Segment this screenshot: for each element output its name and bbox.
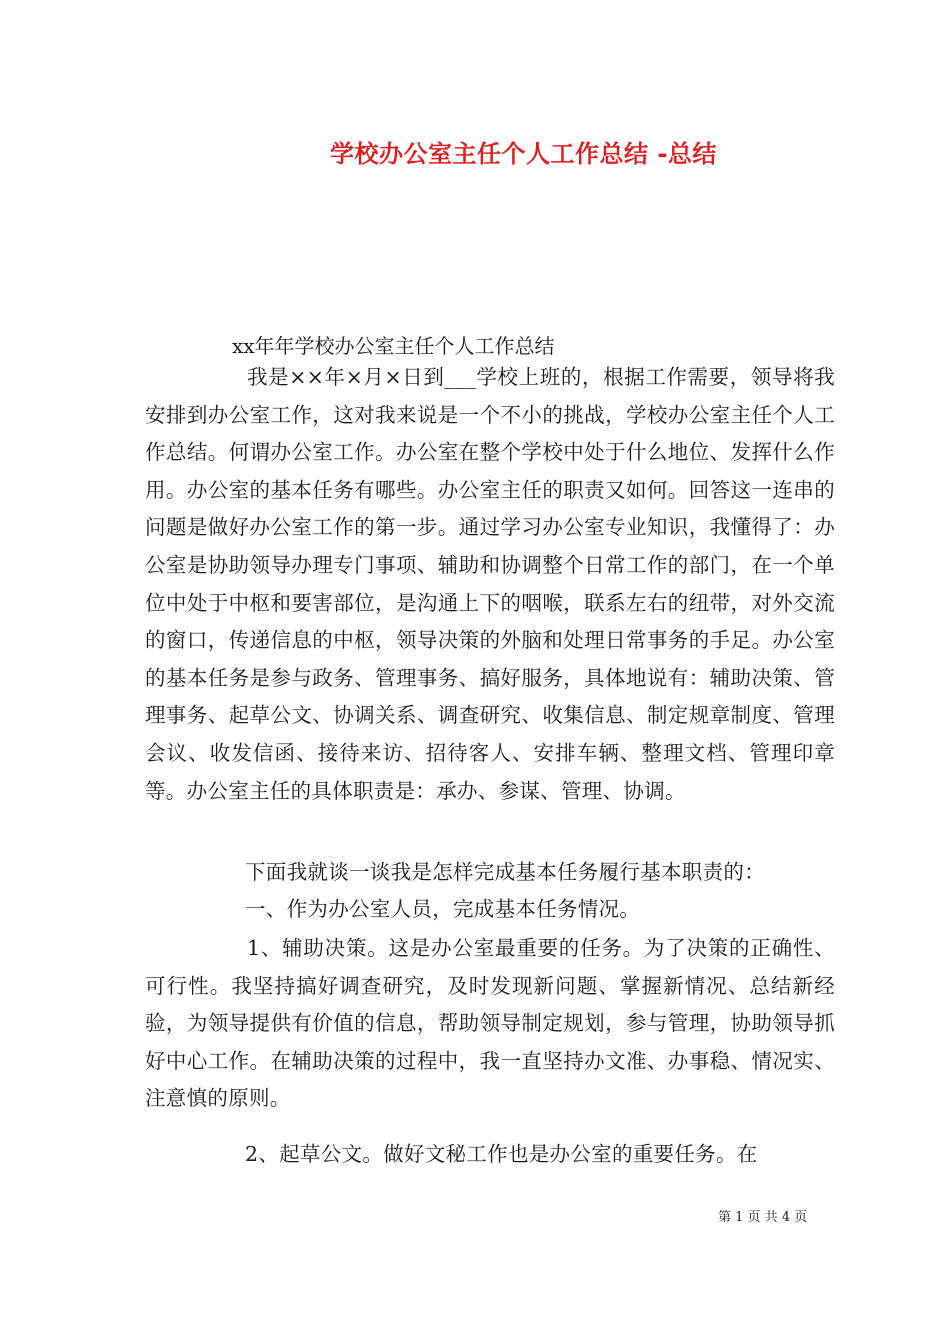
document-title: 学校办公室主任个人工作总结 -总结 [330, 140, 717, 168]
paragraph-intro: 我是××年×月×日到___学校上班的，根据工作需要，领导将我安排到办公室工作，这对我来说是一个不小的挑战，学校办公室主任个人工作总结。何谓办公室工作。办公室在整个学校中处于什么地位、发挥什么作用。办公室的基本任务有哪些。办公室主任的职责又如何。回答这一连串的问题是做好办公室工作的第一步。通过学习办公室专业知识，我懂得了：办公室是协助领导办理专门事项、辅助和协调整个日常工作的部门，在一个单位中处于中枢和要害部位，是沟通上下的咽喉，联系左右的纽带，对外交流的窗口，传递信息的中枢，领导决策的外脑和处理日常事务的手足。办公室的基本任务是参与政务、管理事务、搞好服务，具体地说有：辅助决策、管理事务、起草公文、协调关系、调查研究、收集信息、制定规章制度、管理会议、收发信函、接待来访、招待客人、安排车辆、整理文档、管理印章等。办公室主任的具体职责是：承办、参谋、管理、协调。 [145, 365, 835, 803]
paragraph-transition: 下面我就谈一谈我是怎样完成基本任务履行基本职责的： [245, 860, 765, 884]
paragraph-draft-documents: 2、起草公文。做好文秘工作也是办公室的重要任务。在 [245, 1142, 758, 1166]
section-heading-one: 一、作为办公室人员，完成基本任务情况。 [245, 897, 641, 921]
page-number-footer: 第 1 页 共 4 页 [718, 1210, 808, 1225]
document-subtitle: xx年年学校办公室主任个人工作总结 [232, 334, 555, 358]
paragraph-assist-decision: 1、辅助决策。这是办公室最重要的任务。为了决策的正确性、可行性。我坚持搞好调查研究，及时发现新问题、掌握新情况、总结新经验，为领导提供有价值的信息，帮助领导制定规划，参与管理，协助领导抓好中心工作。在辅助决策的过程中，我一直坚持办文准、办事稳、情况实、注意慎的原则。 [145, 936, 835, 1111]
